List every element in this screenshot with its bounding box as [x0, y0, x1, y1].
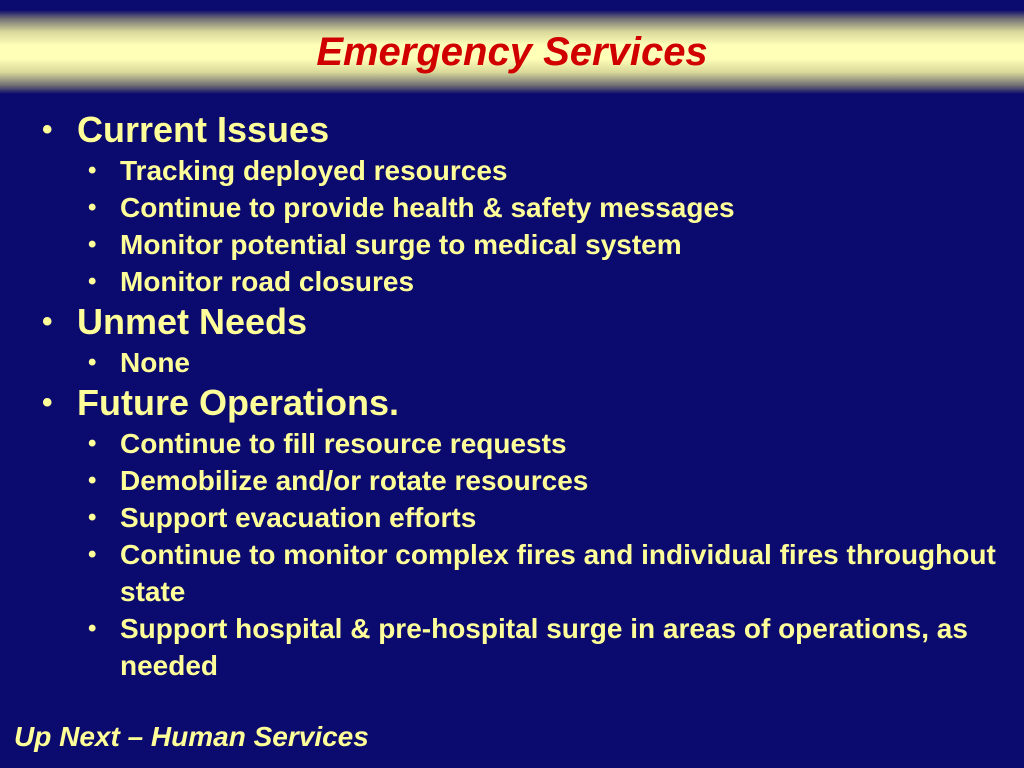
- list-item: [0, 226, 1010, 263]
- section-heading-current-issues: [0, 108, 1024, 152]
- section-heading-future-operations: [0, 381, 1024, 425]
- bullet-icon: •: [88, 467, 97, 494]
- list-item-text: Support evacuation efforts: [120, 502, 477, 533]
- list-item-text: Support hospital & pre-hospital surge in areas of operations, as needed: [120, 613, 968, 681]
- slide-content: [0, 108, 1024, 684]
- bullet-icon: •: [42, 305, 53, 338]
- list-item-text: None: [120, 347, 190, 378]
- bullet-icon: •: [88, 430, 97, 457]
- bullet-icon: •: [42, 386, 53, 419]
- list-item: [0, 425, 1010, 462]
- list-item: [0, 462, 1010, 499]
- bullet-icon: •: [88, 541, 97, 568]
- list-item: [0, 610, 1010, 684]
- bullet-icon: •: [88, 157, 97, 184]
- list-item: [0, 189, 1010, 226]
- footer-next-section: Up Next – Human Services: [14, 721, 369, 752]
- section-heading-text: Future Operations.: [77, 382, 400, 423]
- list-item-text: Continue to fill resource requests: [120, 428, 567, 459]
- bullet-icon: •: [88, 231, 97, 258]
- section-heading-text: Current Issues: [77, 109, 330, 150]
- list-item-text: Continue to provide health & safety messages: [120, 192, 735, 223]
- list-item: [0, 344, 1010, 381]
- bullet-icon: •: [88, 615, 97, 642]
- list-item: [0, 499, 1010, 536]
- section-heading-text: Unmet Needs: [77, 301, 308, 342]
- list-item-text: Continue to monitor complex fires and individual fires throughout state: [120, 539, 996, 607]
- list-item: [0, 152, 1010, 189]
- list-item-text: Monitor road closures: [120, 266, 415, 297]
- slide-title: Emergency Services: [316, 30, 708, 74]
- list-item-text: Tracking deployed resources: [120, 155, 508, 186]
- bullet-icon: •: [88, 194, 97, 221]
- section-heading-unmet-needs: [0, 300, 1024, 344]
- list-item: [0, 263, 1010, 300]
- bullet-icon: •: [88, 268, 97, 295]
- bullet-icon: •: [88, 504, 97, 531]
- list-item: [0, 536, 1010, 610]
- bullet-icon: •: [88, 349, 97, 376]
- list-item-text: Monitor potential surge to medical system: [120, 229, 682, 260]
- bullet-icon: •: [42, 113, 53, 146]
- list-item-text: Demobilize and/or rotate resources: [120, 465, 589, 496]
